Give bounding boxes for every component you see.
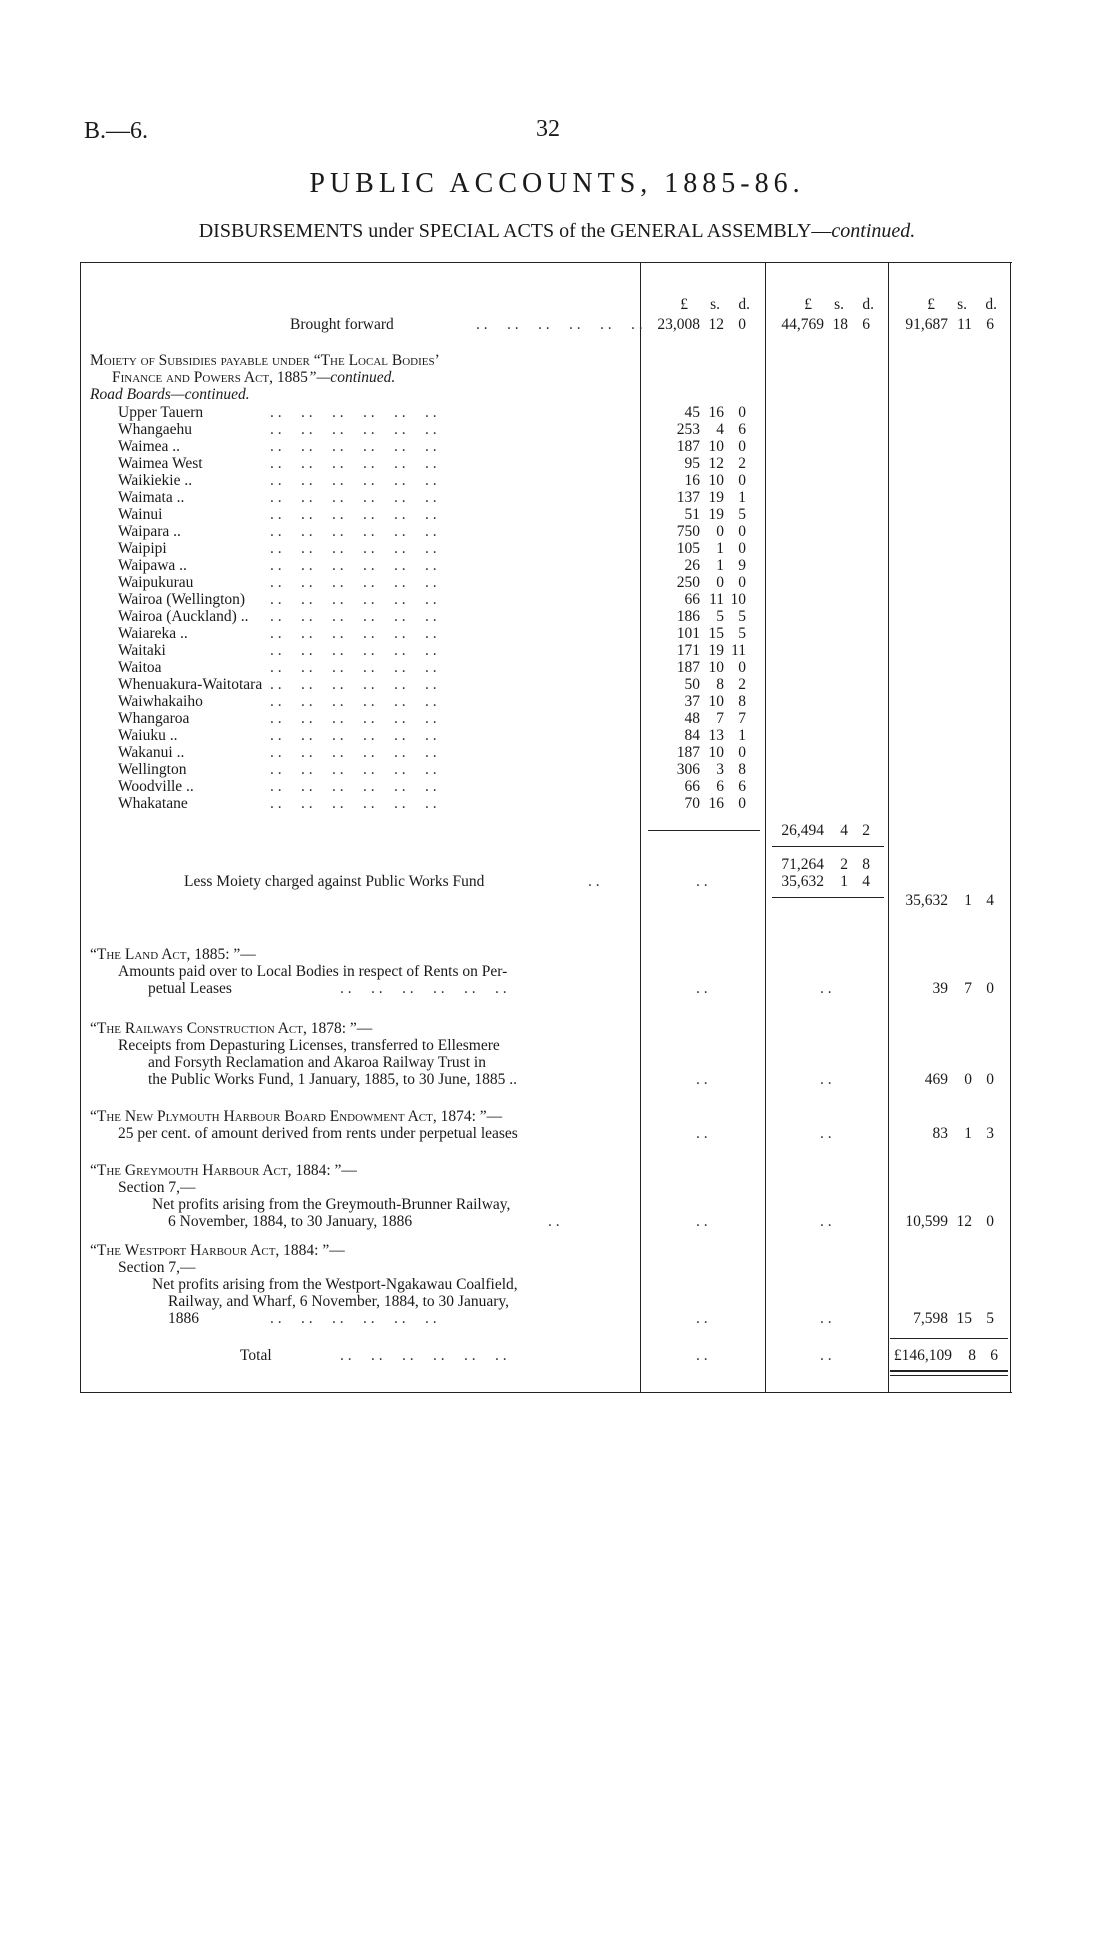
- road-board-amount: 70 16 0: [684, 795, 746, 812]
- road-board-name: Waitaki: [118, 642, 166, 659]
- road-board-name: Whenuakura-Waitotara: [118, 676, 263, 693]
- total-double-rule-1: [890, 1370, 1008, 1372]
- table-right-rule: [1010, 262, 1011, 1392]
- road-board-name: Upper Tauern: [118, 404, 204, 421]
- table-bottom-rule: [80, 1392, 1012, 1393]
- road-board-amount: 187 10 0: [676, 744, 746, 761]
- leader-dots: . . . . . . . . . . . .: [270, 523, 437, 540]
- road-board-amount: 101 15 5: [676, 625, 746, 642]
- road-board-amount: 253 4 6: [676, 421, 746, 438]
- leader-dots: . .: [696, 1347, 708, 1364]
- road-board-name: Wairoa (Wellington): [118, 591, 246, 608]
- road-board-amount: 95 12 2: [684, 455, 746, 472]
- moiety-heading-line1: Moiety of Subsidies payable under “The Local Bodies’: [90, 352, 440, 369]
- new-plymouth-amount: 83 1 3: [932, 1125, 994, 1142]
- road-board-name: Waipara ..: [118, 523, 181, 540]
- currency-header-col2: £ s. d.: [804, 296, 874, 313]
- westport-line3: 1886: [168, 1310, 199, 1327]
- leader-dots: . . . . . . . . . . . .: [270, 404, 437, 421]
- leader-dots: . .: [696, 980, 708, 997]
- road-board-amount: 186 5 5: [676, 608, 746, 625]
- currency-header-col3: £ s. d.: [927, 296, 997, 313]
- new-plymouth-heading: “The New Plymouth Harbour Board Endowment Act, 1874: ”—: [90, 1108, 503, 1125]
- road-board-amount: 66 6 6: [684, 778, 746, 795]
- railways-act-amount: 469 0 0: [924, 1071, 994, 1088]
- land-act-amount: 39 7 0: [932, 980, 994, 997]
- leader-dots: . .: [820, 1125, 832, 1142]
- leader-dots: . . . . . . . . . . . .: [270, 778, 437, 795]
- road-board-name: Waimata ..: [118, 489, 185, 506]
- road-board-amount: 66 11 10: [684, 591, 746, 608]
- road-board-name: Waipipi: [118, 540, 167, 557]
- road-board-name: Waipawa ..: [118, 557, 187, 574]
- road-board-name: Waikiekie ..: [118, 472, 193, 489]
- leader-dots: . . . . . . . . . . . .: [270, 710, 437, 727]
- road-board-amount: 187 10 0: [676, 438, 746, 455]
- leader-dots: . . . . . . . . . . . .: [270, 795, 437, 812]
- leader-dots: . . . . . . . . . . . .: [270, 676, 437, 693]
- brought-forward-col3: 91,687 11 6: [905, 316, 994, 333]
- leader-dots: . . . . . . . . . . . .: [270, 540, 437, 557]
- road-boards-subtotal: 26,494 4 2: [781, 822, 870, 839]
- road-boards-heading: Road Boards—continued.: [90, 386, 250, 403]
- road-board-name: Whakatane: [118, 795, 188, 812]
- leader-dots: . . . . . . . . . . . .: [270, 591, 437, 608]
- westport-line2: Railway, and Wharf, 6 November, 1884, to 30 January,: [168, 1293, 510, 1310]
- land-act-line2: petual Leases: [148, 980, 232, 997]
- leader-dots: . . . . . . . . . . . .: [270, 421, 437, 438]
- leader-dots: . . . . . . . . . . . .: [270, 659, 437, 676]
- document-reference: B.—6.: [84, 118, 149, 144]
- greymouth-amount: 10,599 12 0: [905, 1213, 994, 1230]
- subtotal-rule-col1: [648, 830, 760, 831]
- leader-dots: . . . . . . . . . . . .: [270, 642, 437, 659]
- leader-dots: . . . . . . . . . . . .: [270, 1310, 437, 1327]
- road-board-name: Waiwhakaiho: [118, 693, 203, 710]
- road-board-amount: 306 3 8: [676, 761, 746, 778]
- road-board-amount: 137 19 1: [676, 489, 746, 506]
- leader-dots: . .: [820, 1071, 832, 1088]
- total-top-rule: [890, 1338, 1008, 1339]
- leader-dots: . . . . . . . . . . . .: [270, 625, 437, 642]
- page-number: 32: [536, 116, 560, 142]
- greymouth-line1: Net profits arising from the Greymouth-Brunner Railway,: [152, 1196, 511, 1213]
- road-board-name: Waipukurau: [118, 574, 194, 591]
- road-board-name: Wellington: [118, 761, 187, 778]
- leader-dots: . .: [588, 873, 600, 890]
- subtotal-rule-col2: [772, 846, 884, 847]
- leader-dots: . . . . . . . . . . . .: [270, 727, 437, 744]
- leader-dots: . . . . . . . . . . . .: [270, 557, 437, 574]
- westport-amount: 7,598 15 5: [913, 1310, 994, 1327]
- leader-dots: . .: [820, 1347, 832, 1364]
- road-board-amount: 171 19 11: [676, 642, 746, 659]
- road-board-name: Waimea ..: [118, 438, 181, 455]
- less-moiety-amount: 35,632 1 4: [781, 873, 870, 890]
- leader-dots: . . . . . . . . . . . .: [340, 1347, 507, 1364]
- road-board-name: Wairoa (Auckland) ..: [118, 608, 249, 625]
- road-board-name: Wainui: [118, 506, 163, 523]
- road-board-amount: 51 19 5: [684, 506, 746, 523]
- road-board-name: Woodville ..: [118, 778, 194, 795]
- road-board-amount: 37 10 8: [684, 693, 746, 710]
- road-board-name: Waiareka ..: [118, 625, 188, 642]
- road-board-name: Waimea West: [118, 455, 203, 472]
- moiety-heading-line2: Finance and Powers Act, 1885”—continued.: [112, 369, 396, 386]
- leader-dots: . . . . . . . . . . . .: [270, 744, 437, 761]
- leader-dots: . . . . . . . . . . . .: [270, 506, 437, 523]
- leader-dots: . .: [820, 1213, 832, 1230]
- road-board-amount: 48 7 7: [684, 710, 746, 727]
- road-board-amount: 45 16 0: [684, 404, 746, 421]
- page-subtitle: DISBURSEMENTS under SPECIAL ACTS of the GENERAL ASSEMBLY—continued.: [198, 220, 916, 242]
- road-board-amount: 187 10 0: [676, 659, 746, 676]
- page-title: PUBLIC ACCOUNTS, 1885-86.: [309, 168, 805, 199]
- land-act-line1: Amounts paid over to Local Bodies in respect of Rents on Per-: [118, 963, 508, 980]
- road-board-name: Waitoa: [118, 659, 162, 676]
- railways-act-line1: Receipts from Depasturing Licenses, transferred to Ellesmere: [118, 1037, 500, 1054]
- railways-act-heading: “The Railways Construction Act, 1878: ”—: [90, 1020, 373, 1037]
- leader-dots: . . . . . . . . . . . .: [270, 489, 437, 506]
- currency-header-col1: £ s. d.: [680, 296, 750, 313]
- moiety-combined: 71,264 2 8: [781, 856, 870, 873]
- leader-dots: . . . . . . . . . . . .: [270, 693, 437, 710]
- moiety-net-amount: 35,632 1 4: [905, 892, 994, 909]
- road-board-amount: 250 0 0: [676, 574, 746, 591]
- westport-heading: “The Westport Harbour Act, 1884: ”—: [90, 1242, 345, 1259]
- leader-dots: . . . . . . . . . . . .: [270, 608, 437, 625]
- leader-dots: . .: [696, 873, 708, 890]
- road-board-name: Waiuku ..: [118, 727, 178, 744]
- leader-dots: . . . . . . . . . . . .: [270, 472, 437, 489]
- leader-dots: . . . . . . . . . . . .: [270, 574, 437, 591]
- total-double-rule-2: [890, 1375, 1008, 1376]
- westport-line1: Net profits arising from the Westport-Ngakawau Coalfield,: [152, 1276, 518, 1293]
- road-board-amount: 26 1 9: [684, 557, 746, 574]
- leader-dots: . .: [820, 980, 832, 997]
- leader-dots: . . . . . . . . . . . .: [476, 316, 643, 333]
- leader-dots: . .: [696, 1213, 708, 1230]
- brought-forward-col2: 44,769 18 6: [781, 316, 870, 333]
- leader-dots: . .: [696, 1310, 708, 1327]
- brought-forward-label: Brought forward: [290, 316, 394, 333]
- land-act-heading: “The Land Act, 1885: ”—: [90, 946, 256, 963]
- road-board-name: Wakanui ..: [118, 744, 185, 761]
- leader-dots: . . . . . . . . . . . .: [340, 980, 507, 997]
- railways-act-line2: and Forsyth Reclamation and Akaroa Railway Trust in: [148, 1054, 486, 1071]
- leader-dots: . . . . . . . . . . . .: [270, 438, 437, 455]
- railways-act-line3: the Public Works Fund, 1 January, 1885, to 30 June, 1885 ..: [148, 1071, 518, 1088]
- brought-forward-col1: 23,008 12 0: [657, 316, 746, 333]
- westport-section: Section 7,—: [118, 1259, 196, 1276]
- table-left-rule: [80, 262, 81, 1392]
- leader-dots: . . . . . . . . . . . .: [270, 455, 437, 472]
- road-board-amount: 750 0 0: [676, 523, 746, 540]
- road-board-name: Whangaroa: [118, 710, 190, 727]
- road-board-name: Whangaehu: [118, 421, 193, 438]
- leader-dots: . .: [548, 1213, 560, 1230]
- table-top-rule: [80, 262, 1012, 263]
- greymouth-line2: 6 November, 1884, to 30 January, 1886: [168, 1213, 413, 1230]
- leader-dots: . .: [696, 1125, 708, 1142]
- road-board-amount: 84 13 1: [684, 727, 746, 744]
- greymouth-section: Section 7,—: [118, 1179, 196, 1196]
- leader-dots: . .: [820, 1310, 832, 1327]
- less-moiety-label: Less Moiety charged against Public Works Fund: [184, 873, 485, 890]
- new-plymouth-line1: 25 per cent. of amount derived from rents under perpetual leases: [118, 1125, 518, 1142]
- less-moiety-rule: [772, 897, 884, 898]
- road-board-amount: 50 8 2: [684, 676, 746, 693]
- road-board-amount: 105 1 0: [676, 540, 746, 557]
- total-label: Total: [240, 1347, 272, 1364]
- total-amount: £146,109 8 6: [893, 1347, 998, 1364]
- greymouth-heading: “The Greymouth Harbour Act, 1884: ”—: [90, 1162, 357, 1179]
- leader-dots: . .: [696, 1071, 708, 1088]
- road-board-amount: 16 10 0: [684, 472, 746, 489]
- leader-dots: . . . . . . . . . . . .: [270, 761, 437, 778]
